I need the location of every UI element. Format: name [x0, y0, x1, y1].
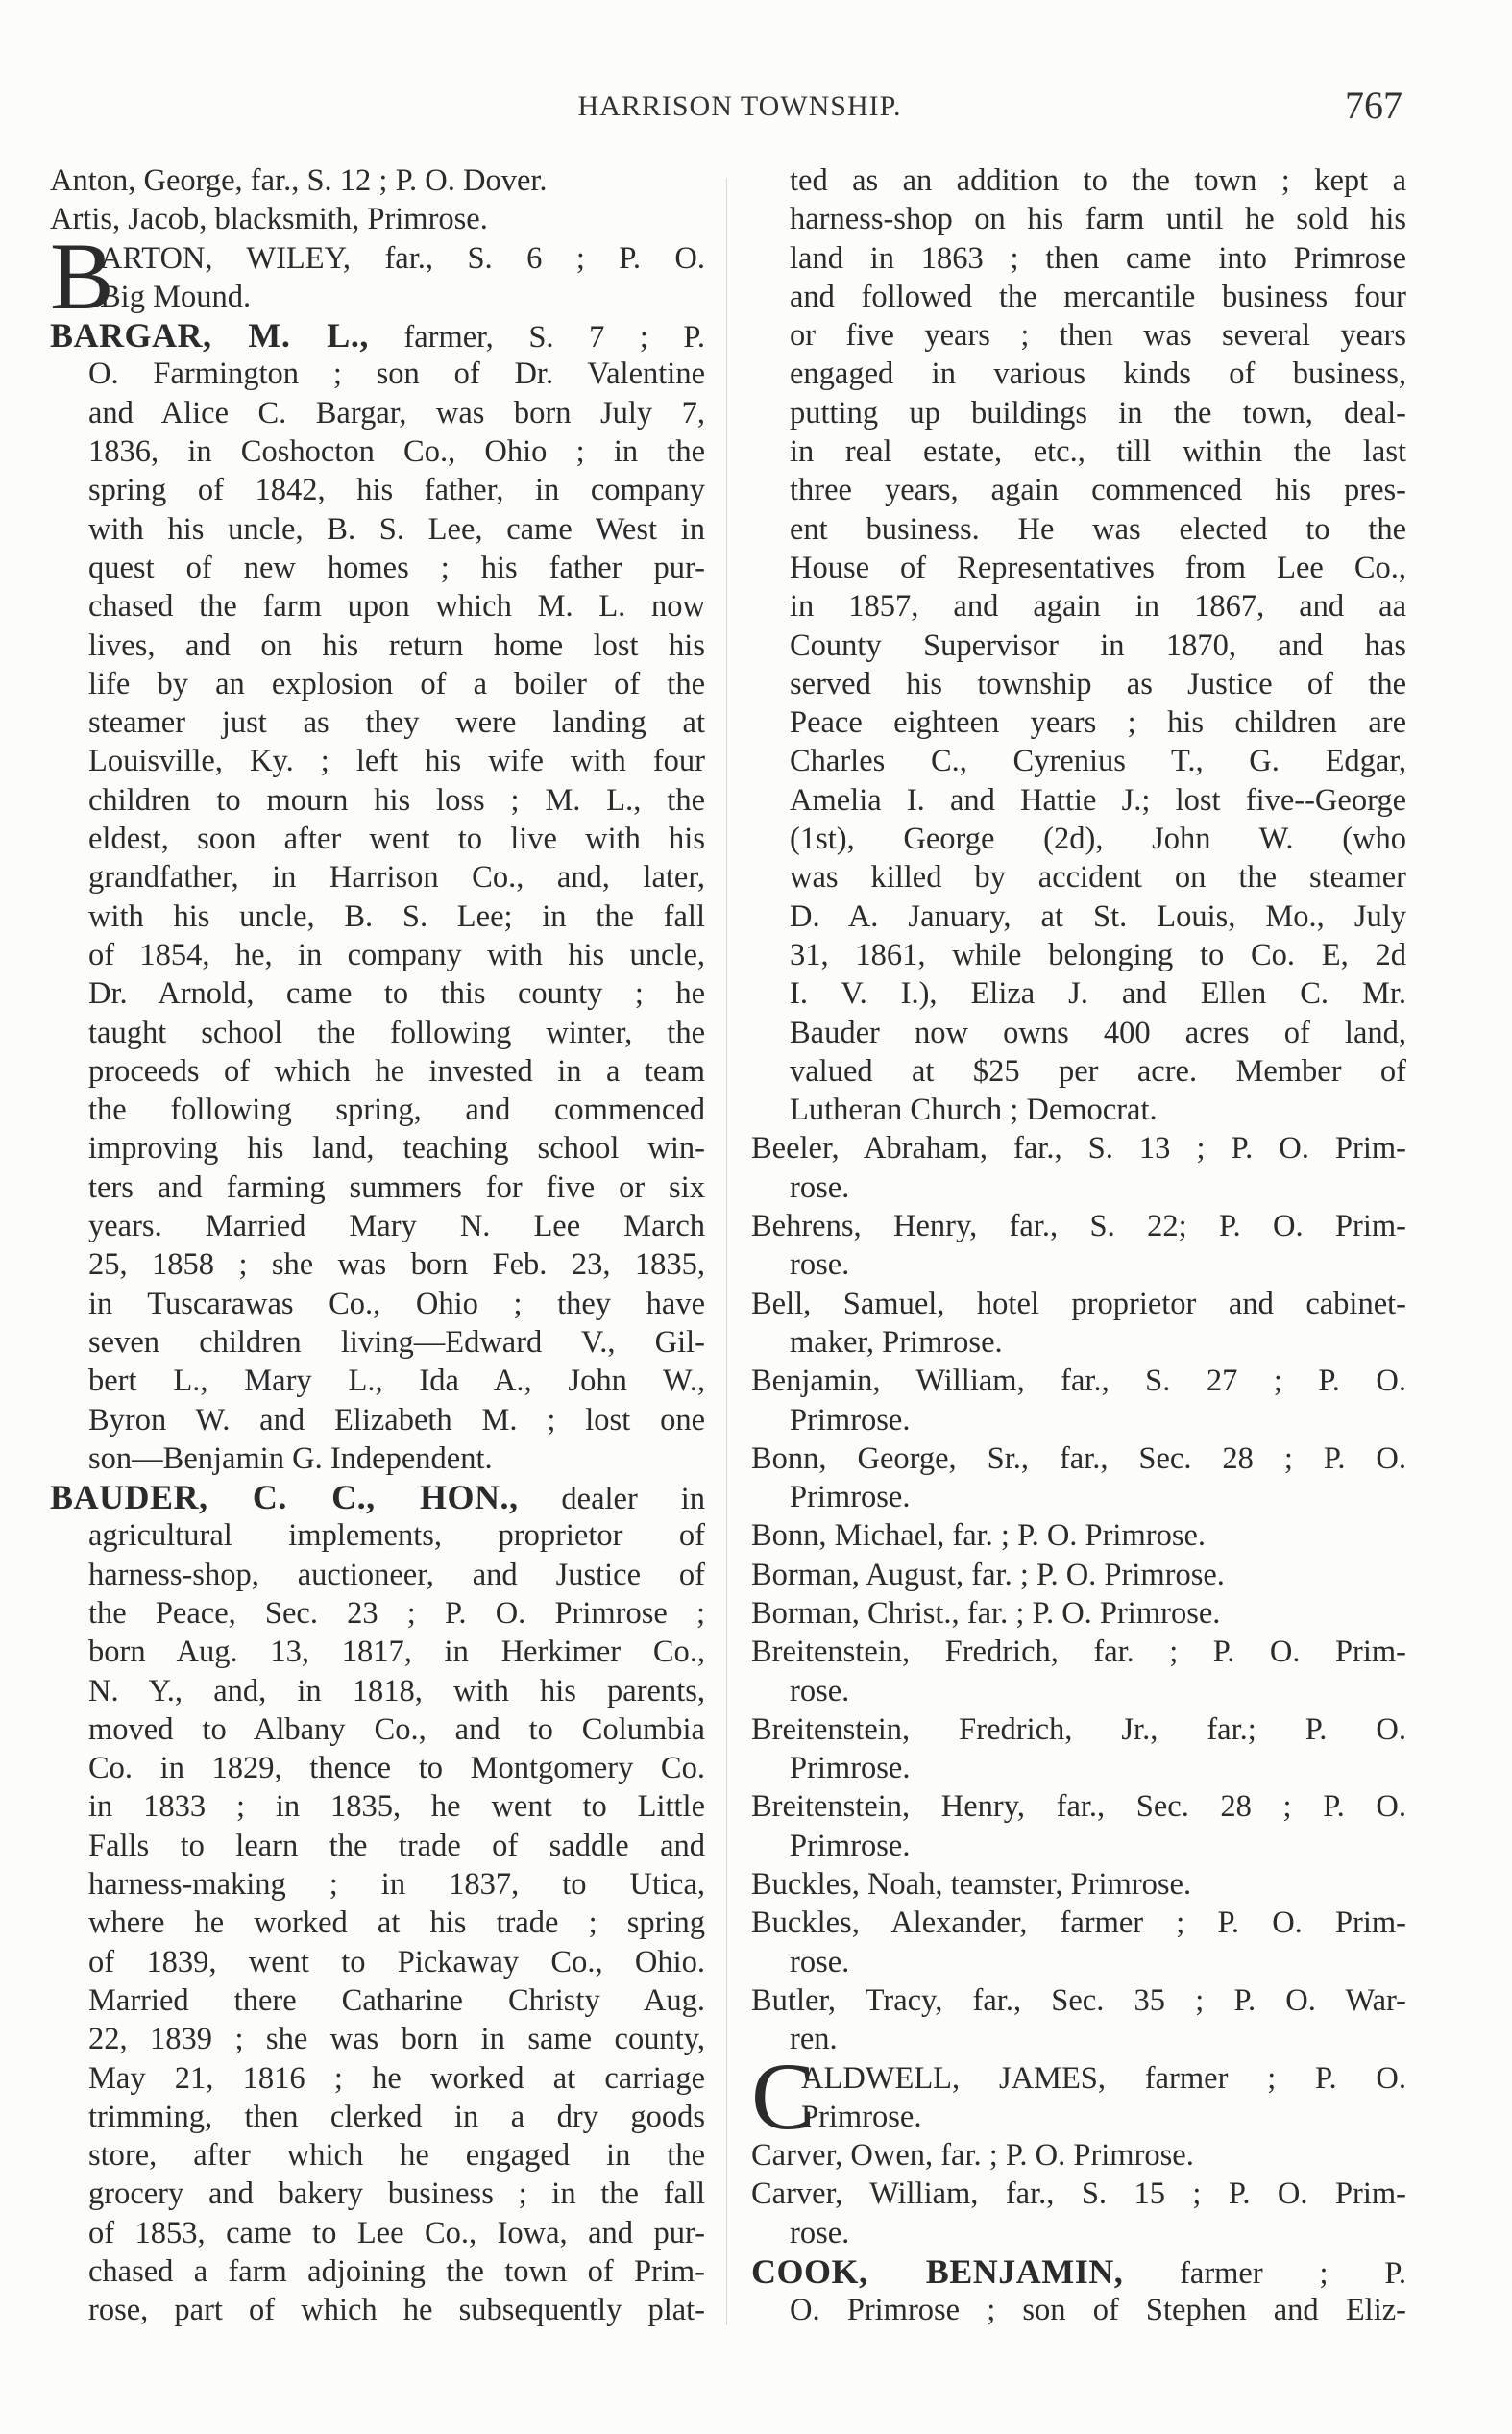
text-line: 31, 1861, while belonging to Co. E, 2d: [790, 937, 1406, 972]
text-line: three years, again commenced his pres-: [790, 473, 1406, 508]
text-line: farmer, S. 7 ; P.: [403, 320, 705, 356]
text-line: and followed the mercantile business four: [790, 279, 1406, 314]
text-line: O. Primrose ; son of Stephen and Eliz-: [790, 2293, 1406, 2328]
left-column: [50, 161, 705, 2330]
text-line: D. A. January, at St. Louis, Mo., July: [790, 898, 1406, 934]
text-line: House of Representatives from Lee Co.,: [790, 550, 1406, 585]
text-line: Louisville, Ky. ; left his wife with four: [88, 744, 705, 779]
text-line: grandfather, in Harrison Co., and, later,: [88, 860, 705, 896]
drop-cap-c: C: [751, 2042, 816, 2150]
text-line: chased the farm upon which M. L. now: [88, 589, 705, 625]
text-line: Peace eighteen years ; his children are: [790, 705, 1406, 741]
entry-bonn-michael: Bonn, Michael, far. ; P. O. Primrose.: [751, 1518, 1207, 1554]
text-line: Amelia I. and Hattie J.; lost five--George: [790, 782, 1406, 818]
text-line: ARTON, WILEY, far., S. 6 ; P. O.: [100, 240, 705, 276]
bargar-name: BARGAR, M. L.,: [50, 316, 369, 356]
text-line: of 1839, went to Pickaway Co., Ohio.: [88, 1944, 705, 1979]
text-line: the following spring, and commenced: [88, 1093, 705, 1128]
text-line: ALDWELL, JAMES, farmer ; P. O.: [801, 2060, 1406, 2096]
text-line: ters and farming summers for five or six: [88, 1169, 705, 1205]
entry-carver-william: Carver, William, far., S. 15 ; P. O. Prim-: [751, 2176, 1406, 2212]
text-line: in 1833 ; in 1835, he went to Little: [88, 1789, 705, 1825]
text-line: Co. in 1829, thence to Montgomery Co.: [88, 1751, 705, 1786]
text-line: improving his land, teaching school win-: [88, 1131, 705, 1167]
entry-borman-christ: Borman, Christ., far. ; P. O. Primrose.: [751, 1595, 1221, 1631]
text-line: served his township as Justice of the: [790, 666, 1406, 701]
text-line: 25, 1858 ; she was born Feb. 23, 1835,: [88, 1247, 705, 1283]
cook-name: COOK, BENJAMIN,: [751, 2252, 1124, 2292]
text-line: rose.: [790, 1169, 850, 1205]
text-line: eldest, soon after went to live with his: [88, 822, 705, 857]
text-line: Primrose.: [790, 1480, 911, 1515]
text-line: farmer ; P.: [1180, 2256, 1406, 2292]
entry-bauder-heading: [50, 1478, 705, 1516]
text-line: bert L., Mary L., Ida A., John W.,: [88, 1364, 705, 1399]
text-line: Lutheran Church ; Democrat.: [790, 1093, 1158, 1128]
text-line: rose.: [790, 1247, 850, 1283]
text-line: (1st), George (2d), John W. (who: [790, 822, 1406, 857]
text-line: years. Married Mary N. Lee March: [88, 1209, 705, 1244]
text-line: son—Benjamin G. Independent.: [88, 1440, 493, 1476]
entry-bonn-george: Bonn, George, Sr., far., Sec. 28 ; P. O.: [751, 1440, 1406, 1476]
text-line: seven children living—Edward V., Gil-: [88, 1324, 705, 1360]
text-line: of 1853, came to Lee Co., Iowa, and pur-: [88, 2215, 705, 2250]
text-line: life by an explosion of a boiler of the: [88, 666, 705, 701]
text-line: putting up buildings in the town, deal-: [790, 395, 1406, 430]
text-line: engaged in various kinds of business,: [790, 356, 1406, 392]
text-line: ren.: [790, 2022, 838, 2057]
text-line: in 1857, and again in 1867, and aa: [790, 589, 1406, 625]
text-line: with his uncle, B. S. Lee, came West in: [88, 511, 705, 547]
text-line: Byron W. and Elizabeth M. ; lost one: [88, 1402, 705, 1438]
entry-breitenstein-henry: Breitenstein, Henry, far., Sec. 28 ; P. O.: [751, 1789, 1406, 1825]
text-line: moved to Albany Co., and to Columbia: [88, 1711, 705, 1747]
text-line: with his uncle, B. S. Lee; in the fall: [88, 898, 705, 934]
text-line: Primrose.: [790, 1751, 911, 1786]
text-line: born Aug. 13, 1817, in Herkimer Co.,: [88, 1635, 705, 1670]
entry-cook-heading: [751, 2252, 1406, 2291]
right-column: [751, 161, 1406, 2330]
text-line: N. Y., and, in 1818, with his parents,: [88, 1673, 705, 1709]
entry-buckles-noah: Buckles, Noah, teamster, Primrose.: [751, 1867, 1192, 1903]
drop-cap-b: B: [50, 222, 114, 330]
text-line: trimming, then clerked in a dry goods: [88, 2099, 705, 2134]
entry-caldwell: [751, 2042, 1406, 2150]
text-line: in real estate, etc., till within the last: [790, 434, 1406, 470]
text-line: rose.: [790, 1673, 850, 1709]
text-line: of 1854, he, in company with his uncle,: [88, 937, 705, 972]
entry-carver-owen: Carver, Owen, far. ; P. O. Primrose.: [751, 2138, 1194, 2174]
entry-borman-august: Borman, August, far. ; P. O. Primrose.: [751, 1557, 1225, 1592]
text-line: 22, 1839 ; she was born in same county,: [88, 2022, 705, 2057]
entry-bargar-heading: [50, 316, 705, 355]
text-line: spring of 1842, his father, in company: [88, 473, 705, 508]
text-line: chased a farm adjoining the town of Prim-: [88, 2254, 705, 2290]
text-line: or five years ; then was several years: [790, 318, 1406, 354]
text-line: agricultural implements, proprietor of: [88, 1518, 705, 1554]
text-line: store, after which he engaged in the: [88, 2138, 705, 2174]
text-line: Big Mound.: [100, 279, 252, 314]
text-line: Charles C., Cyrenius T., G. Edgar,: [790, 744, 1406, 779]
text-line: ted as an addition to the town ; kept a: [790, 163, 1406, 198]
entry-artis: Artis, Jacob, blacksmith, Primrose.: [50, 202, 488, 237]
page-number: 767: [1345, 84, 1402, 127]
text-line: Primrose.: [790, 1828, 911, 1863]
text-line: Dr. Arnold, came to this county ; he: [88, 976, 705, 1012]
text-line: dealer in: [561, 1482, 705, 1517]
text-line: O. Farmington ; son of Dr. Valentine: [88, 356, 705, 392]
text-line: 1836, in Coshocton Co., Ohio ; in the: [88, 434, 705, 470]
text-line: Bauder now owns 400 acres of land,: [790, 1015, 1406, 1050]
text-line: Primrose.: [801, 2099, 922, 2134]
text-line: lives, and on his return home lost his: [88, 627, 705, 663]
entry-barton: [50, 222, 705, 330]
text-line: harness-shop, auctioneer, and Justice of: [88, 1557, 705, 1592]
text-line: Married there Catharine Christy Aug.: [88, 1982, 705, 2018]
text-line: harness-shop on his farm until he sold his: [790, 202, 1406, 237]
text-line: taught school the following winter, the: [88, 1015, 705, 1050]
text-line: and Alice C. Bargar, was born July 7,: [88, 395, 705, 430]
entry-bell: Bell, Samuel, hotel proprietor and cabinet-: [751, 1286, 1406, 1321]
text-line: quest of new homes ; his father pur-: [88, 550, 705, 585]
text-line: was killed by accident on the steamer: [790, 860, 1406, 896]
text-line: the Peace, Sec. 23 ; P. O. Primrose ;: [88, 1595, 705, 1631]
text-line: ent business. He was elected to the: [790, 511, 1406, 547]
column-divider: [726, 178, 727, 2325]
entry-anton: Anton, George, far., S. 12 ; P. O. Dover.: [50, 163, 548, 198]
entry-breitenstein-fredrich-jr: Breitenstein, Fredrich, Jr., far.; P. O.: [751, 1711, 1406, 1747]
entry-butler: Butler, Tracy, far., Sec. 35 ; P. O. War-: [751, 1982, 1406, 2018]
text-line: in Tuscarawas Co., Ohio ; they have: [88, 1286, 705, 1321]
bauder-name: BAUDER, C. C., HON.,: [50, 1478, 519, 1517]
page-header: [77, 83, 1402, 131]
text-line: County Supervisor in 1870, and has: [790, 627, 1406, 663]
entry-breitenstein-fredrich: Breitenstein, Fredrich, far. ; P. O. Prim-: [751, 1635, 1406, 1670]
text-line: rose.: [790, 2215, 850, 2250]
text-line: proceeds of which he invested in a team: [88, 1053, 705, 1089]
entry-behrens: Behrens, Henry, far., S. 22; P. O. Prim-: [751, 1209, 1406, 1244]
text-line: rose, part of which he subsequently plat-: [88, 2293, 705, 2328]
text-line: where he worked at his trade ; spring: [88, 1905, 705, 1941]
text-line: land in 1863 ; then came into Primrose: [790, 240, 1406, 276]
entry-beeler: Beeler, Abraham, far., S. 13 ; P. O. Prim-: [751, 1131, 1406, 1167]
entry-buckles-alexander: Buckles, Alexander, farmer ; P. O. Prim-: [751, 1905, 1406, 1941]
text-line: maker, Primrose.: [790, 1324, 1003, 1360]
text-line: rose.: [790, 1944, 850, 1979]
text-line: I. V. I.), Eliza J. and Ellen C. Mr.: [790, 976, 1406, 1012]
running-head: HARRISON TOWNSHIP.: [577, 90, 902, 122]
text-line: harness-making ; in 1837, to Utica,: [88, 1867, 705, 1903]
text-line: Primrose.: [790, 1402, 911, 1438]
text-line: steamer just as they were landing at: [88, 705, 705, 741]
text-line: grocery and bakery business ; in the fall: [88, 2176, 705, 2212]
text-line: valued at $25 per acre. Member of: [790, 1053, 1406, 1089]
text-line: May 21, 1816 ; he worked at carriage: [88, 2060, 705, 2096]
text-line: Falls to learn the trade of saddle and: [88, 1828, 705, 1863]
entry-benjamin: Benjamin, William, far., S. 27 ; P. O.: [751, 1364, 1406, 1399]
text-line: children to mourn his loss ; M. L., the: [88, 782, 705, 818]
